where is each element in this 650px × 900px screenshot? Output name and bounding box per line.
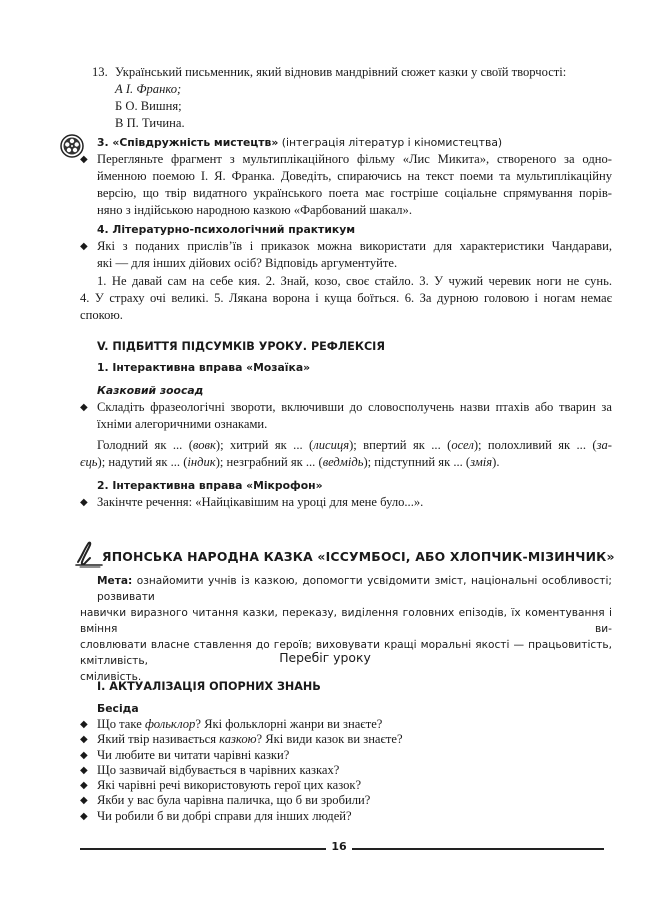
exercise-1-title: 1. Інтерактивна вправа «Мозаїка» (97, 361, 311, 374)
question-text-seg: Що зазвичай відбувається в чарівних казках? (97, 762, 340, 777)
footer-rule-left (80, 848, 326, 850)
q13-option-c: В П. Тичина. (115, 116, 185, 130)
q13-number: 13. (92, 65, 108, 79)
zoo-phrases (80, 437, 612, 471)
zoo-line-2-seg: індик (187, 455, 216, 469)
zoo-line-2-seg: ). (492, 455, 500, 469)
question-text-seg: Якби у вас була чарівна паличка, що б ви зробили? (97, 793, 371, 808)
exercise-2-bullet: ◆ Закінчте речення: «Найцікавішим на уроці для мене було...». (80, 495, 424, 509)
q13-text: Український письменник, який відновив мандрівний сюжет казки у своїй творчості: (115, 65, 567, 79)
zoo-line-1 (80, 437, 612, 454)
q13-option-b: Б О. Вишня; (115, 99, 182, 113)
question-item (80, 808, 612, 823)
zoo-line-1-seg: лисиця (313, 438, 350, 452)
exercise-2-title: 2. Інтерактивна вправа «Мікрофон» (97, 479, 323, 492)
diamond-bullet-icon: ◆ (80, 719, 88, 730)
question-text-seg: Чи робили б ви добрі справи для інших людей? (97, 808, 352, 823)
zoo-bullet: ◆ Складіть фразеологічні звороти, включивши до словосполучень назви птахів або тварин за їхніми алегоричними ознаками. (80, 400, 612, 431)
zoo-line-2-seg: ); підступний як ... ( (363, 455, 471, 469)
zoo-line-1-seg: ); полохливий як ... ( (473, 438, 597, 452)
page-number: 16 (331, 840, 347, 853)
pen-scribble-icon (74, 538, 104, 568)
question-item (80, 792, 612, 807)
zoo-line-2-seg: ); надутий як ... ( (97, 455, 188, 469)
talk-subtitle: Бесіда (97, 702, 139, 715)
zoo-line-2-seg: ); незграбний як ... ( (215, 455, 323, 469)
diamond-bullet-icon: ◆ (80, 749, 88, 761)
diamond-bullet-icon: ◆ (80, 795, 88, 807)
zoo-line-2-seg: змія (470, 455, 493, 469)
footer-rule-right (352, 848, 604, 850)
section-4-bullet: ◆ Які з поданих прислів’їв і приказок можна використати для характеристики Чандарави, які — для інших дійових осіб? Відповідь аргументуйте. (80, 239, 612, 270)
zoo-line-2 (80, 454, 612, 471)
section-3-title: 3. «Співдружність мистецтв» (інтеграція літератур і кіномистецтва) (97, 136, 503, 149)
zoo-line-1-seg: Голодний як ... ( (97, 438, 193, 452)
zoo-line-2-seg: ведмідь (322, 455, 364, 469)
lesson-course-heading: Перебіг уроку (279, 650, 371, 665)
question-text-seg: казкою (219, 732, 257, 747)
zoo-line-1-seg: вовк (192, 438, 216, 452)
diamond-bullet-icon: ◆ (80, 154, 88, 165)
question-text-seg: Що таке (97, 717, 145, 731)
section-1-title: І. АКТУАЛІЗАЦІЯ ОПОРНИХ ЗНАНЬ (97, 680, 321, 693)
diamond-bullet-icon: ◆ (80, 241, 88, 252)
question-text-seg: Чи любите ви читати чарівні казки? (97, 747, 290, 762)
question-text-seg: фольклор (144, 717, 196, 731)
diamond-bullet-icon: ◆ (80, 497, 88, 508)
diamond-bullet-icon: ◆ (80, 810, 88, 822)
section-4-title: 4. Літературно-психологічний практикум (97, 223, 356, 236)
question-item (80, 762, 612, 777)
zoo-line-2-seg: єць (80, 455, 98, 469)
diamond-bullet-icon: ◆ (80, 780, 88, 792)
question-list (80, 716, 612, 823)
diamond-bullet-icon: ◆ (80, 402, 88, 413)
zoo-subtitle: Казковий зоосад (97, 384, 204, 397)
question-item (80, 716, 612, 731)
question-item (80, 747, 612, 762)
question-item (80, 777, 612, 792)
zoo-line-1-seg: за- (596, 438, 612, 452)
section-3-bullet: ◆ Перегляньте фрагмент з мультиплікаційного фільму «Лис Микита», створеного за одно- йменною поемою І. Я. Франка. Доведіть, спираючись на текст поеми та мультиплікаційну версію, що твір видатного українського поета має гостріше соціальне спрямування порів- няно з індійською народною казкою «Фарбований шакал». (80, 152, 612, 217)
question-text-seg: ? Які фольклорні жанри ви знаєте? (195, 717, 383, 731)
q13-option-a: А І. Франко; (115, 82, 182, 96)
zoo-line-1-seg: ); впертий як ... ( (349, 438, 452, 452)
zoo-line-1-seg: ); хитрий як ... ( (215, 438, 314, 452)
lesson-goal: Мета: ознайомити учнів із казкою, допомогти усвідомити зміст, національні особливості; розвивати навички виразного читання казки, переказу, виділення головних епізодів, їх коментування і вміння ви- словлювати власне ставлення до героїв; виховувати кращі моральні якості — працьовитість, кмітливість, сміливість. (80, 575, 612, 683)
proverbs: 1. Не давай сам на себе кия. 2. Знай, козо, своє стайло. 3. У чужий черевик ноги не сунь. 4. У страху очі великі. 5. Лякана ворона і куща боїться. 6. За дурною головою і ногам немає спокою. (80, 274, 612, 322)
diamond-bullet-icon: ◆ (80, 734, 88, 746)
question-text-seg: ? Які види казок ви знаєте? (256, 732, 403, 747)
lesson-title: ЯПОНСЬКА НАРОДНА КАЗКА «ІССУМБОСІ, АБО ХЛОПЧИК-МІЗИНЧИК» (102, 549, 615, 564)
diamond-bullet-icon: ◆ (80, 764, 88, 776)
section-v-title: V. ПІДБИТТЯ ПІДСУМКІВ УРОКУ. РЕФЛЕКСІЯ (97, 340, 385, 353)
question-item (80, 731, 612, 746)
zoo-line-1-seg: осел (451, 438, 474, 452)
question-text-seg: Які чарівні речі використовують герої цих казок? (97, 778, 362, 793)
question-text-seg: Який твір називається (97, 732, 220, 747)
